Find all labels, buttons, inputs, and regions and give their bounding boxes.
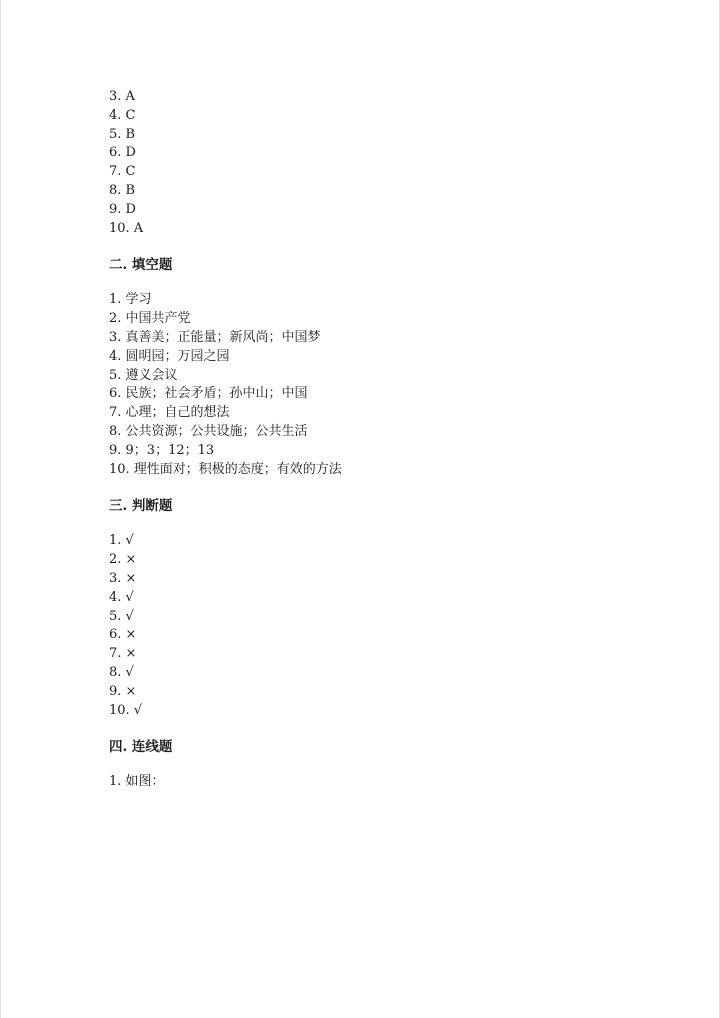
answer-line: 5. B — [109, 126, 136, 142]
answer-line: 10. 理性面对；积极的态度；有效的方法 — [109, 461, 342, 477]
answer-line: 9. × — [109, 683, 137, 699]
answer-line: 1. 如图： — [109, 774, 165, 790]
answer-line: 7. × — [109, 646, 137, 662]
answer-line: 7. C — [109, 164, 136, 180]
answer-line: 2. × — [109, 552, 137, 568]
answer-line: 1. √ — [109, 533, 134, 549]
answer-line: 6. D — [109, 145, 136, 161]
answer-line: 8. 公共资源；公共设施；公共生活 — [109, 423, 308, 439]
answer-line: 9. D — [109, 201, 136, 217]
true-false-answers — [109, 532, 679, 720]
answer-line: 10. A — [109, 220, 144, 236]
answer-line: 8. √ — [109, 664, 134, 680]
answer-line: 10. √ — [109, 702, 143, 718]
answer-line: 7. 心理；自己的想法 — [109, 405, 230, 421]
answer-line: 5. 遵义会议 — [109, 367, 178, 383]
answer-line: 3. A — [109, 89, 135, 104]
answer-line: 6. × — [109, 627, 137, 643]
answer-line: 4. C — [109, 107, 136, 123]
answer-content — [109, 88, 679, 792]
choice-answers — [109, 88, 679, 238]
answer-line: 4. √ — [109, 589, 134, 605]
section-heading-true-false: 三. 判断题 — [109, 498, 173, 515]
section-heading-matching: 四. 连线题 — [109, 739, 173, 756]
answer-line: 3. × — [109, 570, 137, 586]
answer-line: 2. 中国共产党 — [109, 311, 191, 327]
answer-line: 5. √ — [109, 608, 134, 624]
matching-answers — [109, 773, 679, 792]
answer-line: 3. 真善美；正能量；新风尚；中国梦 — [109, 329, 321, 345]
answer-line: 4. 圆明园；万园之园 — [109, 348, 230, 364]
answer-line: 8. B — [109, 182, 136, 198]
answer-line: 6. 民族；社会矛盾；孙中山；中国 — [109, 386, 308, 402]
section-heading-fill-blank: 二. 填空题 — [109, 257, 173, 274]
fill-blank-answers — [109, 291, 679, 479]
answer-line: 9. 9；3；12；13 — [109, 442, 215, 458]
answer-line: 1. 学习 — [109, 292, 152, 308]
